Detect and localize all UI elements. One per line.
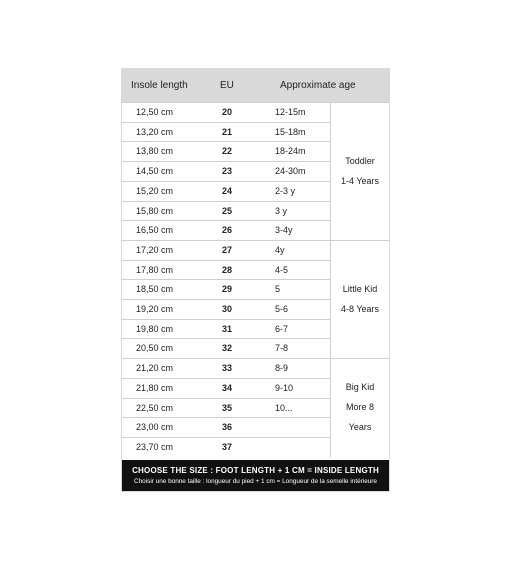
eu-size-cell: 20	[222, 107, 233, 117]
table-row	[122, 240, 330, 260]
insole-length-cell: 19,80 cm	[136, 323, 174, 334]
age-cell: 6-7	[275, 323, 289, 334]
eu-size-cell: 21	[222, 126, 233, 137]
eu-size-cell: 26	[222, 225, 233, 236]
table-row	[122, 122, 330, 142]
age-cell: 8-9	[275, 363, 289, 374]
table-row	[122, 398, 330, 418]
table-row	[122, 299, 330, 319]
age-cell: 3 y	[275, 205, 288, 216]
footer-main-text: CHOOSE THE SIZE : FOOT LENGTH + 1 CM = INSIDE LENGTH	[132, 466, 379, 475]
eu-size-cell: 34	[222, 382, 233, 393]
row-divider	[122, 338, 330, 339]
age-group-label: Years	[348, 422, 372, 433]
insole-length-cell: 17,20 cm	[136, 244, 174, 255]
age-cell: 3-4y	[275, 225, 293, 236]
age-cell: 4-5	[275, 264, 289, 275]
age-cell: 15-18m	[275, 126, 306, 137]
table-row	[122, 181, 330, 201]
age-group-label: Toddler	[345, 155, 375, 166]
insole-length-cell: 17,80 cm	[136, 264, 174, 275]
insole-length-cell: 23,00 cm	[136, 422, 174, 433]
header-insole-length: Insole length	[131, 80, 188, 91]
eu-size-cell: 27	[222, 244, 233, 255]
row-divider	[122, 201, 330, 202]
insole-length-cell: 15,80 cm	[136, 205, 174, 216]
row-divider	[122, 358, 389, 359]
table-row	[122, 378, 330, 398]
footer-sub-text: Choisir une bonne taille : longueur du pied + 1 cm = Longueur de la semelle intérieure	[133, 478, 377, 485]
age-cell: 2-3 y	[275, 185, 296, 196]
row-divider	[122, 260, 330, 261]
insole-length-cell: 12,50 cm	[136, 107, 174, 117]
eu-size-cell: 33	[222, 363, 233, 374]
eu-size-cell: 24	[222, 185, 233, 196]
table-header	[122, 69, 389, 102]
table-row	[122, 141, 330, 161]
insole-length-cell: 23,70 cm	[136, 441, 174, 452]
row-divider	[122, 122, 330, 123]
table-row	[122, 338, 330, 358]
age-group-label: More 8	[345, 402, 374, 413]
table-row	[122, 358, 330, 378]
age-cell: 9-10	[275, 382, 294, 393]
insole-length-cell: 14,50 cm	[136, 166, 174, 177]
table-row	[122, 161, 330, 181]
age-group-cell	[331, 377, 389, 437]
row-divider	[122, 240, 389, 241]
age-cell: 18-24m	[275, 146, 306, 157]
eu-size-cell: 30	[222, 304, 233, 314]
age-group-label: 4-8 Years	[340, 304, 380, 314]
insole-length-cell: 13,20 cm	[136, 126, 174, 137]
row-divider	[122, 102, 389, 103]
insole-length-cell: 13,80 cm	[136, 146, 174, 157]
size-chart	[121, 68, 390, 492]
eu-size-cell: 31	[222, 323, 233, 334]
age-cell: 5-6	[275, 304, 289, 314]
insole-length-cell: 20,50 cm	[136, 343, 174, 354]
age-group-label: 1-4 Years	[340, 175, 380, 186]
eu-size-cell: 22	[222, 146, 233, 157]
table-row	[122, 279, 330, 299]
eu-size-cell: 25	[222, 205, 233, 216]
header-eu: EU	[220, 80, 234, 91]
insole-length-cell: 18,50 cm	[136, 284, 174, 295]
row-divider	[122, 299, 330, 300]
eu-size-cell: 23	[222, 166, 233, 177]
eu-size-cell: 32	[222, 343, 233, 354]
insole-length-cell: 21,20 cm	[136, 363, 174, 374]
insole-length-cell: 21,80 cm	[136, 382, 174, 393]
insole-length-cell: 19,20 cm	[136, 304, 174, 314]
eu-size-cell: 36	[222, 422, 233, 433]
age-cell: 24-30m	[275, 166, 306, 177]
size-instructions-banner	[122, 460, 389, 491]
age-cell: 4y	[275, 244, 285, 255]
row-divider	[122, 417, 330, 418]
age-cell: 10...	[275, 402, 293, 413]
age-group-label: Little Kid	[342, 284, 378, 294]
row-divider	[122, 220, 330, 221]
insole-length-cell: 22,50 cm	[136, 402, 174, 413]
eu-size-cell: 29	[222, 284, 233, 295]
row-divider	[122, 437, 330, 438]
age-group-cell	[331, 279, 389, 319]
header-approximate-age: Approximate age	[280, 80, 356, 91]
row-divider	[122, 378, 330, 379]
eu-size-cell: 28	[222, 264, 233, 275]
row-divider	[122, 161, 330, 162]
insole-length-cell: 16,50 cm	[136, 225, 174, 236]
table-row	[122, 417, 330, 437]
table-row	[122, 437, 330, 457]
age-cell: 7-8	[275, 343, 289, 354]
table-row	[122, 102, 330, 122]
table-row	[122, 201, 330, 221]
row-divider	[122, 141, 330, 142]
table-row	[122, 220, 330, 240]
row-divider	[122, 181, 330, 182]
row-divider	[122, 398, 330, 399]
eu-size-cell: 37	[222, 441, 233, 452]
row-divider	[122, 319, 330, 320]
age-cell: 12-15m	[275, 107, 306, 117]
age-cell: 5	[275, 284, 281, 295]
row-divider	[122, 279, 330, 280]
table-row	[122, 319, 330, 339]
eu-size-cell: 35	[222, 402, 233, 413]
insole-length-cell: 15,20 cm	[136, 185, 174, 196]
age-group-label: Big Kid	[345, 382, 375, 393]
age-group-cell	[331, 151, 389, 191]
table-row	[122, 260, 330, 280]
